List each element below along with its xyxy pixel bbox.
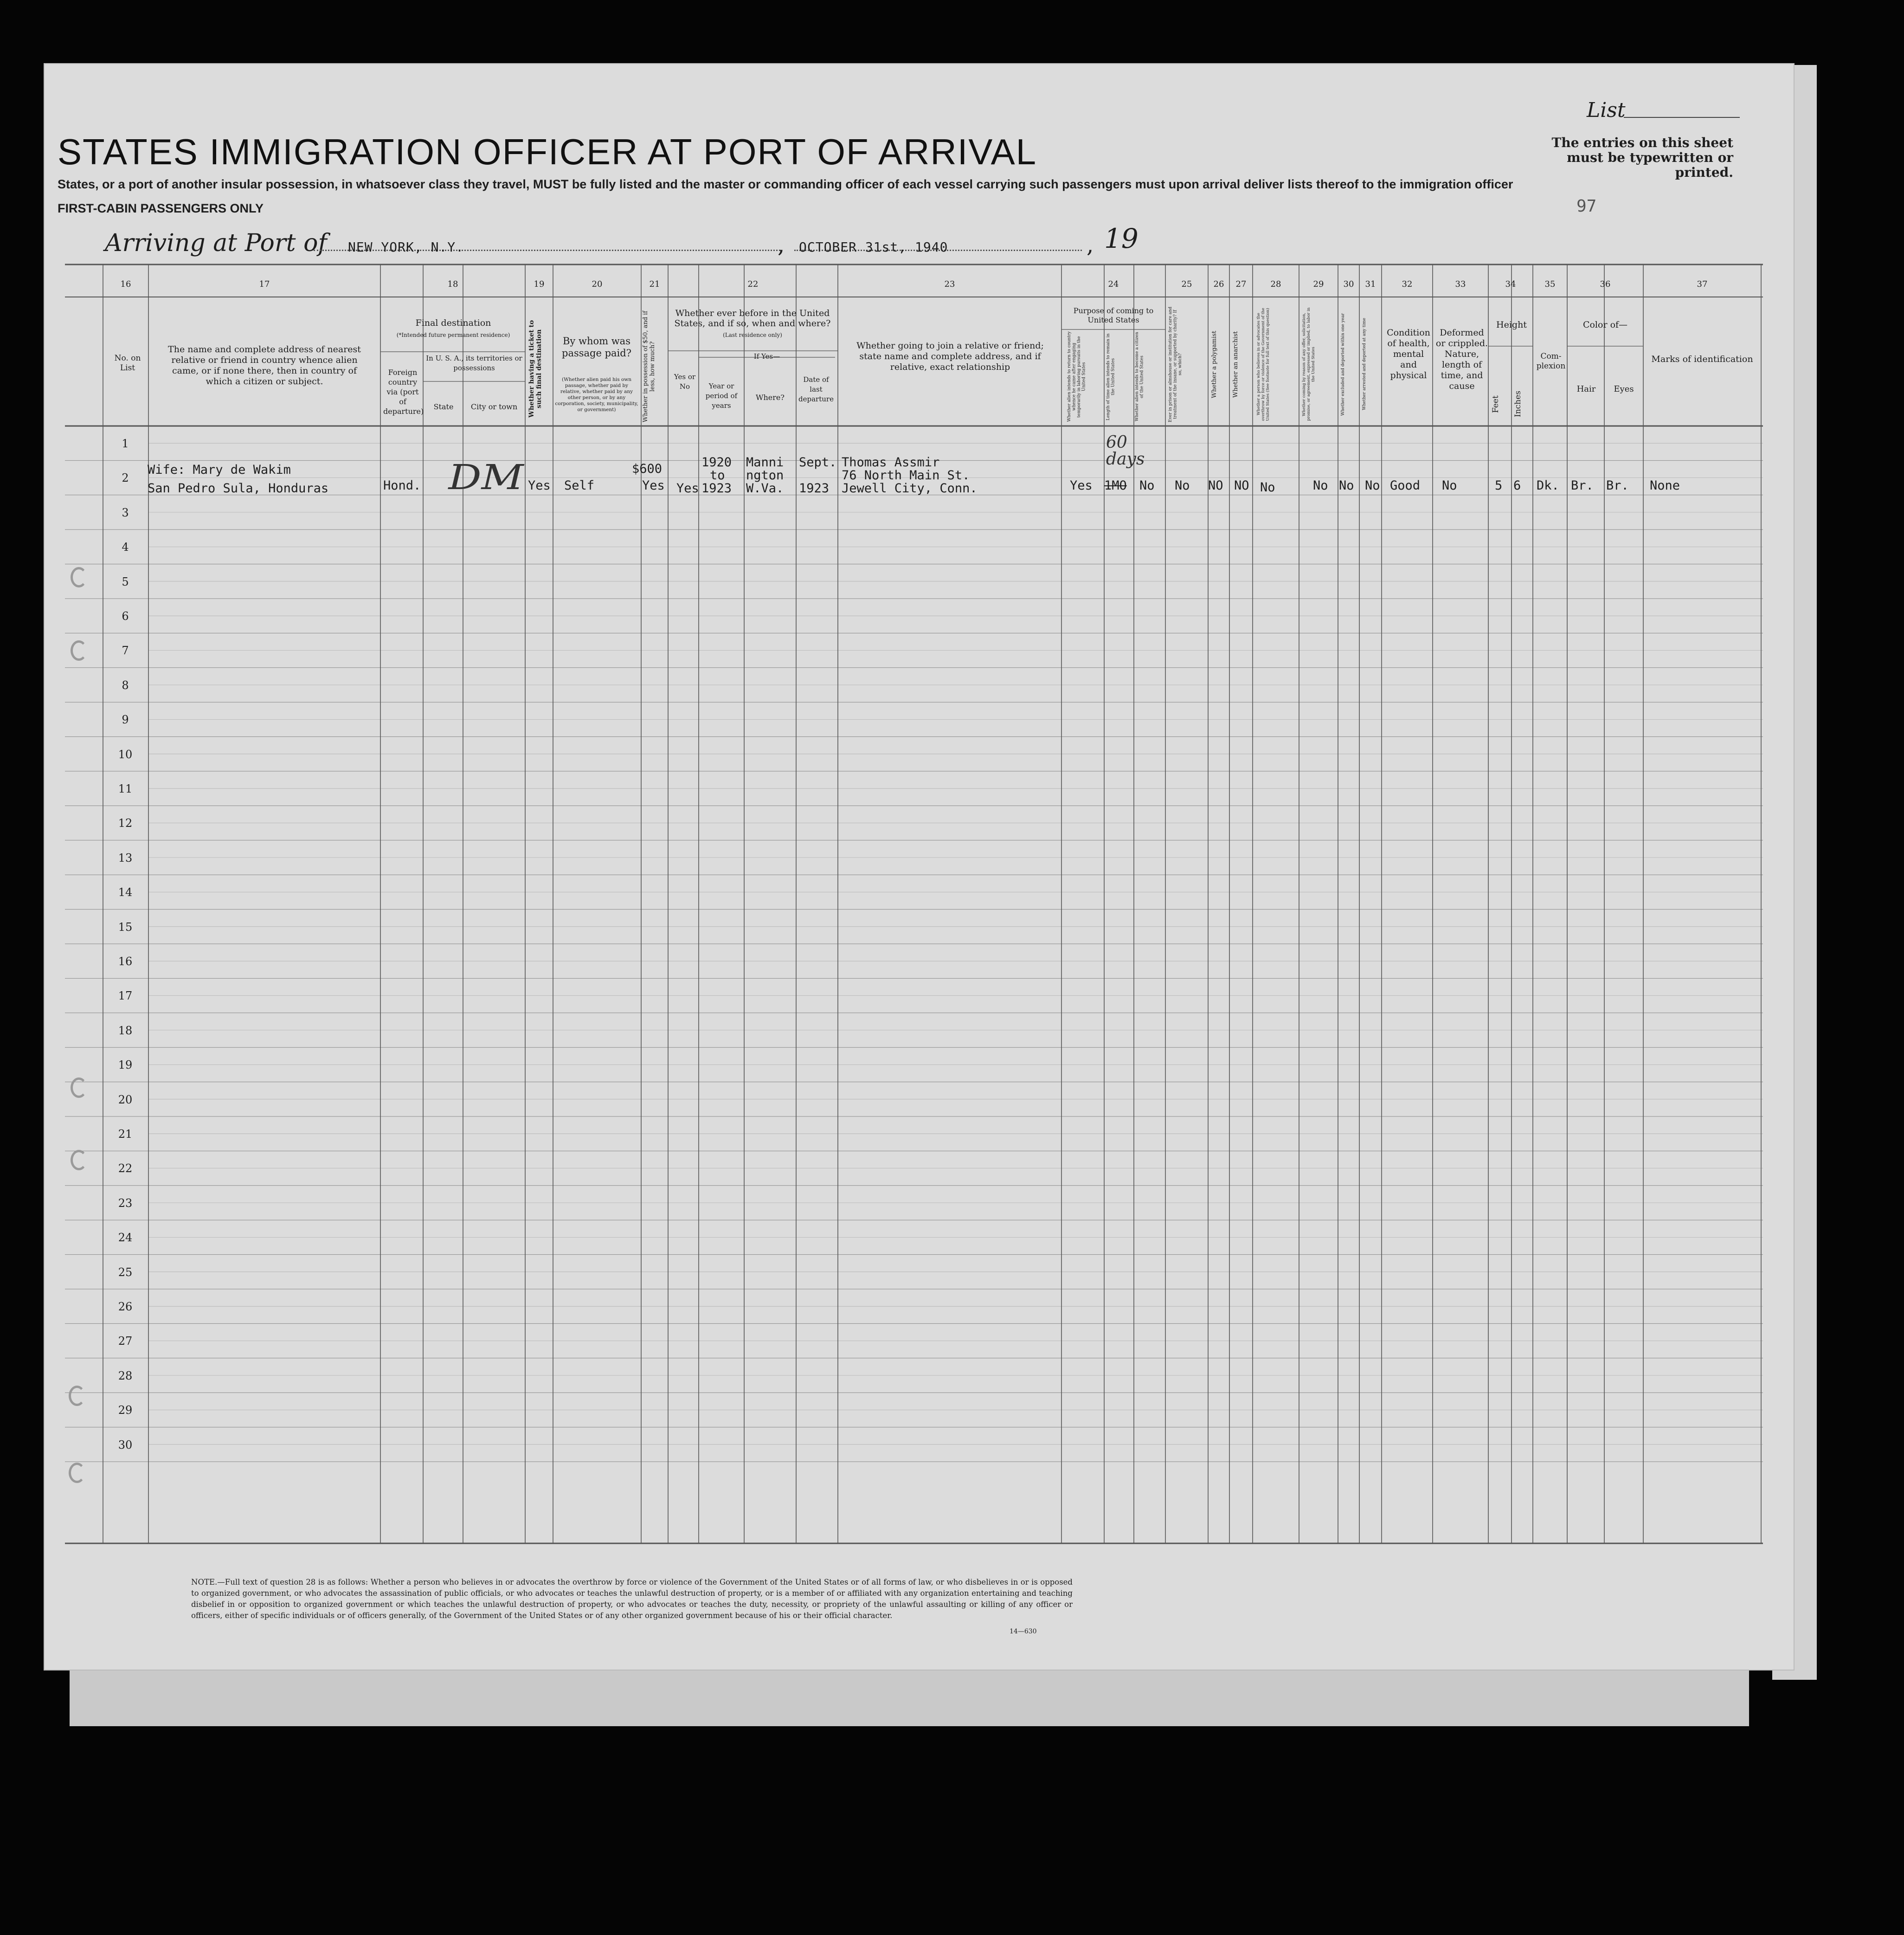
header-eyes: Eyes: [1614, 384, 1634, 394]
column-number: 22: [747, 279, 759, 289]
row-number: 15: [118, 920, 133, 934]
entry-relative-name: Wife: Mary de Wakim: [148, 463, 291, 477]
header-health: Condition of health, mental and physical: [1387, 328, 1430, 381]
header-join-relative: Whether going to join a relative or friend; state name and complete address, and if relative, exact relationship: [856, 341, 1044, 372]
row-number: 21: [118, 1128, 133, 1141]
entry-deformed: No: [1442, 478, 1457, 493]
intro-text: States, or a port of another insular possession, in whatsoever class they travel, MUST be fully listed and the master or commanding officer of each vessel carrying such passengers must upon arrival deliver lists thereof to the immigration officer: [58, 177, 1513, 191]
entry-foreign-country: Hond.: [383, 478, 421, 493]
entry-where-3: W.Va.: [746, 481, 784, 496]
row-number: 7: [122, 644, 129, 658]
header-no-on-list: No. on List: [114, 354, 141, 373]
column-number: 37: [1697, 279, 1708, 289]
class-line: FIRST-CABIN PASSENGERS ONLY: [58, 201, 264, 215]
column-number: 21: [649, 279, 660, 289]
header-marks: Marks of identification: [1651, 354, 1753, 364]
entry-ticket: Yes: [528, 478, 551, 493]
entry-anarchist: NO: [1234, 478, 1249, 493]
header-become-citizen: Whether alien intends to become a citizen of the United States: [1135, 332, 1145, 422]
column-number: 19: [534, 279, 545, 289]
header-excluded: Whether excluded and deported within one year: [1341, 313, 1345, 416]
header-purpose: Purpose of coming to United States: [1073, 306, 1154, 324]
entry-become-citizen: No: [1139, 478, 1155, 493]
form-code: 14—630: [1010, 1628, 1037, 1635]
column-number: 28: [1270, 279, 1281, 289]
entry-join-name: Thomas Assmir: [842, 455, 940, 470]
entry-excluded: No: [1339, 478, 1354, 493]
header-purpose-return: Whether alien intends to return to country whence he came after engaging temporarily in laboring pursuits in the United States: [1067, 331, 1087, 422]
header-final-destination-sub: (*Intended future permanent residence): [396, 332, 510, 338]
entry-offer-labor: No: [1313, 478, 1328, 493]
row-number: 23: [118, 1196, 133, 1210]
header-yes-or-no: Yes or No: [674, 373, 696, 391]
column-number: 36: [1600, 279, 1611, 289]
header-complexion: Com-plexion: [1536, 352, 1566, 371]
column-number: 31: [1365, 279, 1376, 289]
header-state: State: [433, 402, 454, 411]
row-number: 22: [118, 1162, 133, 1175]
entry-hair: Br.: [1571, 478, 1594, 493]
header-in-usa: In U. S. A., its territories or possessions: [426, 354, 522, 372]
entry-health: Good: [1390, 478, 1421, 493]
entry-money-yes: Yes: [642, 478, 665, 493]
row-number: 11: [118, 782, 133, 795]
row-number: 24: [118, 1231, 133, 1245]
row-number: 3: [122, 506, 129, 519]
header-ever-before: Whether ever before in the United States, and if so, when and where?: [674, 308, 831, 329]
header-offer-labor: Whether coming by reason of any offer, solicitation, promise, or agreement, expressed or implied, to labor in the United States: [1302, 307, 1316, 421]
column-number: 23: [944, 279, 955, 289]
row-number: 29: [118, 1404, 133, 1417]
entry-relative-address: San Pedro Sula, Honduras: [148, 481, 329, 496]
row-number: 20: [118, 1093, 133, 1106]
row-number: 28: [118, 1369, 133, 1382]
binder-hole-icon: [71, 640, 87, 661]
entries-note: The entries on this sheet must be typewritten or printed.: [1551, 135, 1733, 180]
port-value: NEW YORK, N.Y.: [348, 239, 464, 255]
date-value: OCTOBER 31st, 1940: [799, 239, 948, 255]
row-number: 25: [118, 1265, 133, 1279]
header-anarchist: Whether an anarchist: [1232, 331, 1239, 398]
column-number: 16: [120, 279, 131, 289]
separator-comma: ,: [1087, 232, 1094, 258]
binder-hole-icon: [71, 567, 87, 587]
entry-intends-return: Yes: [1070, 478, 1093, 493]
header-polygamist: Whether a polygamist: [1211, 330, 1218, 398]
header-hair: Hair: [1576, 384, 1596, 394]
binder-hole-icon: [69, 1463, 85, 1483]
row-number: 1: [122, 437, 129, 450]
column-number: 26: [1213, 279, 1224, 289]
header-deformed: Deformed or crippled. Nature, length of time, and cause: [1435, 328, 1488, 391]
entry-prison: No: [1175, 478, 1190, 493]
header-feet: Feet: [1491, 395, 1500, 413]
header-date-departure: Date of last departure: [798, 375, 834, 403]
header-where: Where?: [756, 393, 785, 402]
column-number: 25: [1181, 279, 1192, 289]
column-number: 17: [259, 279, 270, 289]
row-number: 27: [118, 1335, 133, 1348]
column-number: 30: [1343, 279, 1354, 289]
entry-arrested: No: [1365, 478, 1380, 493]
entry-years-to: to: [710, 468, 725, 483]
row-number: 5: [122, 575, 129, 588]
footnote-question-28: NOTE.—Full text of question 28 is as follows: Whether a person who believes in or advocates the overthrow by force or violence of the Government of the United States or of all forms of law, or who disbelieves in or is opposed to organized government, or who advocates the assassination of public officials, or who advocates or teaches the unlawful destruction of property, or is a member of or affiliated with any organization entertaining and teaching disbelief in or opposition to organized government or which teaches the unlawful destruction of property, or who advocates or teaches the duty, necessity, or propriety of the unlawful assaulting or killing of any officer or officers, either of specific individuals or of officers generally, of the Government of the United States or of any other organized government because of his or their official character.: [191, 1578, 1073, 1620]
column-number: 27: [1235, 279, 1247, 289]
row-number: 4: [122, 541, 129, 554]
binder-hole-icon: [71, 1150, 87, 1170]
entry-overthrow: No: [1260, 480, 1275, 495]
header-final-destination: Final destination: [415, 318, 491, 328]
column-number: 33: [1455, 279, 1466, 289]
entry-departure-year: 1923: [799, 481, 830, 496]
entry-inches: 6: [1513, 478, 1521, 493]
column-number: 29: [1313, 279, 1324, 289]
binder-hole-icon: [69, 1386, 85, 1406]
entry-length-note: 60 days: [1106, 433, 1145, 469]
entry-money: $600: [632, 462, 663, 476]
row-number: 6: [122, 610, 129, 623]
entry-where-1: Manni: [746, 455, 784, 470]
header-last-residence: (Last residence only): [723, 332, 782, 338]
entry-marks: None: [1650, 478, 1680, 493]
header-prison: Ever in prison or almshouse or institution for care and treatment of the insane, or supported by charity? If so, which?: [1168, 306, 1183, 422]
entry-eyes: Br.: [1606, 478, 1629, 493]
header-year-period: Year or period of years: [705, 382, 738, 410]
header-height: Height: [1496, 320, 1527, 330]
column-number: 20: [592, 279, 603, 289]
row-number: 2: [122, 471, 129, 485]
header-overthrow: Whether a person who believes in or advocates the overthrow by force or violence of the Government of the United States (See footnote for full text of this question): [1256, 308, 1270, 421]
header-ticket: Whether having a ticket to such final destination: [528, 320, 543, 418]
entry-before-yesno: Yes: [676, 481, 699, 496]
header-length-of-time: Length of time alien intends to remain in the United States: [1106, 333, 1116, 420]
row-number: 26: [118, 1300, 133, 1313]
entry-join-street: 76 North Main St.: [842, 468, 970, 483]
entry-length-of-time: 1MO: [1104, 478, 1127, 493]
row-number: 17: [118, 989, 133, 1003]
arriving-label: Arriving at Port of: [105, 229, 327, 257]
row-number: 12: [118, 817, 133, 830]
row-number: 19: [118, 1058, 133, 1072]
column-number: 18: [447, 279, 458, 289]
header-passage-paid-sub: (Whether alien paid his own passage, whether paid by relative, whether paid by any other person, or by any corporation, society, municipality, or government): [555, 377, 638, 413]
row-number: 30: [118, 1438, 133, 1451]
row-number: 8: [122, 678, 129, 692]
row-number: 16: [118, 955, 133, 968]
header-foreign-country: Foreign country via (port of departure): [383, 368, 424, 416]
entry-passage-paid: Self: [564, 478, 595, 493]
binder-hole-icon: [71, 1077, 87, 1098]
column-number: 32: [1402, 279, 1413, 289]
list-label: List: [1587, 98, 1626, 122]
row-number: 13: [118, 851, 133, 864]
entry-state-mark: DM: [448, 458, 524, 497]
entry-feet: 5: [1495, 478, 1503, 493]
header-inches: Inches: [1513, 391, 1523, 418]
entry-where-2: ngton: [746, 468, 784, 483]
header-city: City or town: [470, 402, 518, 411]
entry-years-from: 1920: [701, 455, 732, 470]
column-number: 34: [1505, 279, 1516, 289]
year-prefix: 19: [1104, 223, 1139, 254]
entry-polygamist: NO: [1208, 478, 1223, 493]
header-color-of: Color of—: [1582, 320, 1628, 330]
row-number: 14: [118, 886, 133, 899]
row-number: 18: [118, 1024, 133, 1037]
column-number: 35: [1544, 279, 1556, 289]
entry-join-city: Jewell City, Conn.: [842, 481, 978, 496]
header-passage-paid: By whom was passage paid?: [562, 335, 631, 359]
entry-complexion: Dk.: [1537, 478, 1559, 493]
sheet-number: 97: [1576, 197, 1597, 216]
header-fifty-dollars: Whether in possession of $50, and if less, how much?: [642, 310, 656, 423]
column-number: 24: [1108, 279, 1119, 289]
entry-departure-month: Sept.: [799, 455, 837, 470]
header-if-yes: If Yes—: [753, 352, 780, 361]
header-nearest-relative: The name and complete address of nearest relative or friend in country whence alien came, or if none there, then in country of which a citizen or subject.: [168, 344, 361, 387]
separator-comma: ,: [778, 232, 785, 258]
header-arrested: Whether arrested and deported at any time: [1362, 318, 1367, 411]
row-number: 10: [118, 748, 133, 761]
row-number: 9: [122, 713, 129, 727]
page-title: STATES IMMIGRATION OFFICER AT PORT OF ARRIVAL: [58, 131, 1037, 172]
entry-years-end: 1923: [701, 481, 732, 496]
